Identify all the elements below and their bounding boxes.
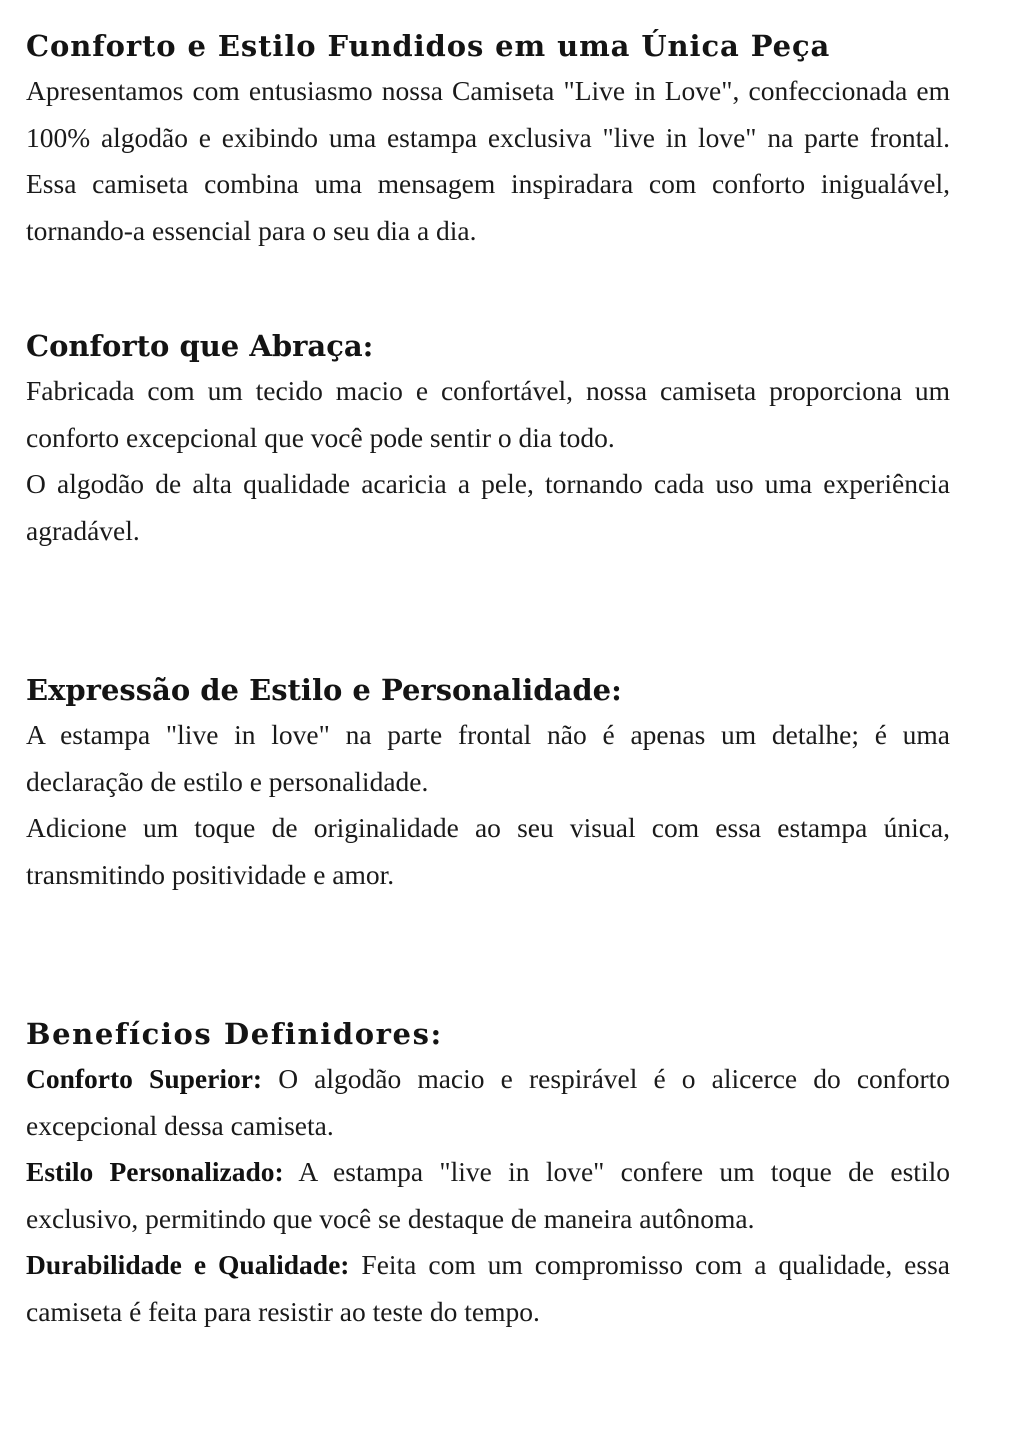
benefit-item [26,1056,950,1149]
style-heading: Expressão de Estilo e Personalidade: [26,673,622,707]
benefit-item [26,1149,950,1242]
comfort-paragraph-2: O algodão de alta qualidade acaricia a pele, tornando cada uso uma experiência agradável. [26,468,950,546]
benefit-label: Estilo Personalizado: [26,1156,284,1187]
style-paragraph-1: A estampa "live in love" na parte frontal não é apenas um detalhe; é uma declaração de estilo e personalidade. [26,719,950,797]
style-paragraph-2: Adicione um toque de originalidade ao seu visual com essa estampa única, transmitindo positividade e amor. [26,812,950,890]
benefit-text: A estampa "live in love" confere um toque de estilo exclusivo, permitindo que você se destaque de maneira autônoma. [26,1156,950,1234]
comfort-paragraph-1: Fabricada com um tecido macio e confortável, nossa camiseta proporciona um conforto excepcional que você pode sentir o dia todo. [26,375,950,453]
benefit-text: O algodão macio e respirável é o alicerce do conforto excepcional dessa camiseta. [26,1063,950,1141]
benefit-label: Durabilidade e Qualidade: [26,1249,350,1280]
benefit-item [26,1242,950,1335]
section-intro [26,24,950,254]
section-comfort [26,324,950,554]
section-style [26,668,950,898]
page-title: Conforto e Estilo Fundidos em uma Única Peça [26,29,831,63]
intro-paragraph: Apresentamos com entusiasmo nossa Camiseta "Live in Love", confeccionada em 100% algodão e exibindo uma estampa exclusiva "live in love" na parte frontal. Essa camiseta combina uma mensagem inspiradara com conforto inigualável, tornando-a essencial para o seu dia a dia. [26,75,950,246]
comfort-heading: Conforto que Abraça: [26,329,374,363]
benefit-text: Feita com um compromisso com a qualidade, essa camiseta é feita para resistir ao teste do tempo. [26,1249,950,1327]
benefit-label: Conforto Superior: [26,1063,263,1094]
product-description [26,24,950,1335]
benefits-heading: Benefícios Definidores: [26,1017,443,1051]
section-benefits [26,1012,950,1335]
